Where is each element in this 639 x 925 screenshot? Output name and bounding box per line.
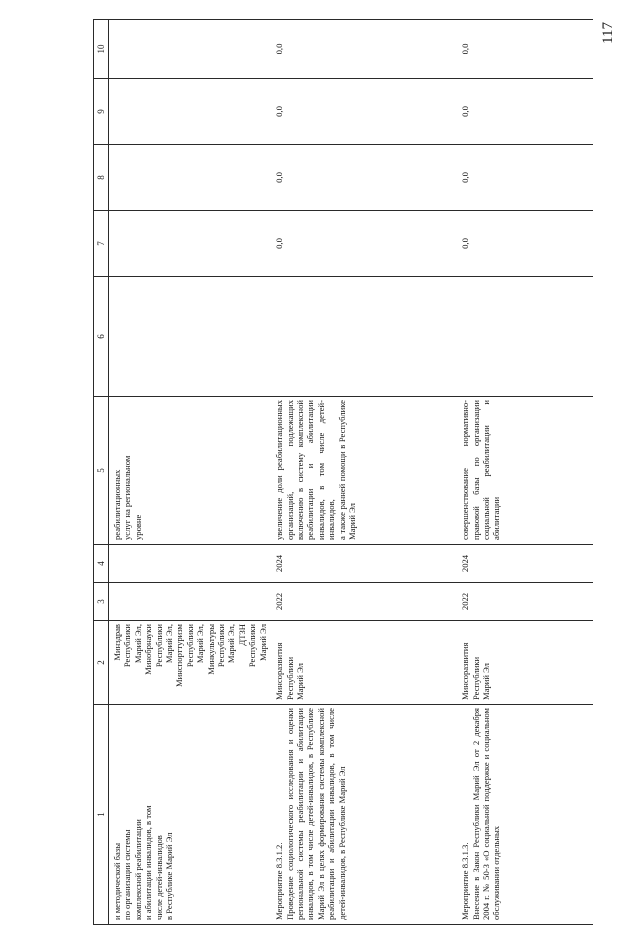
col-header-5: 5	[94, 397, 109, 545]
executor-cell	[271, 621, 457, 705]
expected-result-text: реабилитационных услуг на региональном уровне	[112, 455, 143, 540]
col-header-1: 1	[94, 705, 109, 925]
col9-cell: 0,0	[457, 79, 593, 145]
page-number: 117	[600, 22, 616, 44]
col6-cell	[457, 277, 593, 397]
col10-cell: 0,0	[271, 20, 457, 79]
expected-result-cell	[109, 397, 272, 545]
col10-cell	[109, 20, 272, 79]
executor-text: Минсоразвития Республики Марий Эл	[460, 642, 491, 700]
start-year-cell: 2022	[271, 583, 457, 621]
col7-cell: 0,0	[271, 211, 457, 277]
end-year-cell	[109, 545, 272, 583]
column-number-row	[94, 20, 109, 925]
executor-text: Минсоразвития Республики Марий Эл	[274, 642, 305, 700]
activity-name-text: и методической базы по организации системы комплексной реабилитации и абилитации инвалидов, в том числе детей-инвалидов в Республике Марий Эл	[112, 805, 175, 920]
activity-name-cell	[271, 705, 457, 925]
end-year-cell: 2024	[457, 545, 593, 583]
program-activities-table	[93, 19, 593, 925]
start-year-cell: 2022	[457, 583, 593, 621]
executor-cell	[457, 621, 593, 705]
col-header-8: 8	[94, 145, 109, 211]
col6-cell	[271, 277, 457, 397]
table-row	[457, 20, 593, 925]
col-header-7: 7	[94, 211, 109, 277]
activity-name-cell	[109, 705, 272, 925]
executor-text: Минздрав Республики Марий Эл, Минобрнауки Республики Марий Эл, Минспорттуризм Республики Марий Эл, Минкультуры Республики Марий Эл, ДТЗН Республики Марий Эл	[112, 624, 268, 688]
col10-cell: 0,0	[457, 20, 593, 79]
col9-cell: 0,0	[271, 79, 457, 145]
col-header-9: 9	[94, 79, 109, 145]
table-row	[271, 20, 457, 925]
end-year-cell: 2024	[271, 545, 457, 583]
activity-name-text: Мероприятие 8.3.1.2. Проведение социологического исследования и оценки региональной системы реабилитации и абилитации инвалидов, в том числе детей-инвалидов, в Республике Марий Эл в целях формирования системы комплексной реабилитации и абилитации инвалидов, в том числе детей-инвалидов, в Республике Марий Эл	[274, 708, 347, 920]
executor-cell	[109, 621, 272, 705]
col8-cell: 0,0	[271, 145, 457, 211]
col-header-2: 2	[94, 621, 109, 705]
col-header-6: 6	[94, 277, 109, 397]
expected-result-text: увеличение доли реабилитационных организаций, подлежащих включению в систему комплексной реабилитации и абилитации инвалидов, в том числе детей-инвалидов, а также ранней помощи в Республике Марий Эл	[274, 400, 357, 540]
table-row	[109, 20, 272, 925]
col8-cell	[109, 145, 272, 211]
col-header-3: 3	[94, 583, 109, 621]
col6-cell	[109, 277, 272, 397]
col-header-10: 10	[94, 20, 109, 79]
col-header-4: 4	[94, 545, 109, 583]
col7-cell	[109, 211, 272, 277]
col9-cell	[109, 79, 272, 145]
rotated-table-sheet	[93, 20, 616, 925]
col8-cell: 0,0	[457, 145, 593, 211]
expected-result-text: совершенствование нормативно-правовой базы по организации социальной реабилитации и абилитации	[460, 400, 502, 540]
col7-cell: 0,0	[457, 211, 593, 277]
start-year-cell	[109, 583, 272, 621]
expected-result-cell	[457, 397, 593, 545]
activity-name-text: Мероприятие 8.3.1.3. Внесение в Закон Республики Марий Эл от 2 декабря 2004 г. № 50-З «О социальной поддержке и социальном обслуживании отдельных	[460, 708, 502, 920]
activity-name-cell	[457, 705, 593, 925]
expected-result-cell	[271, 397, 457, 545]
